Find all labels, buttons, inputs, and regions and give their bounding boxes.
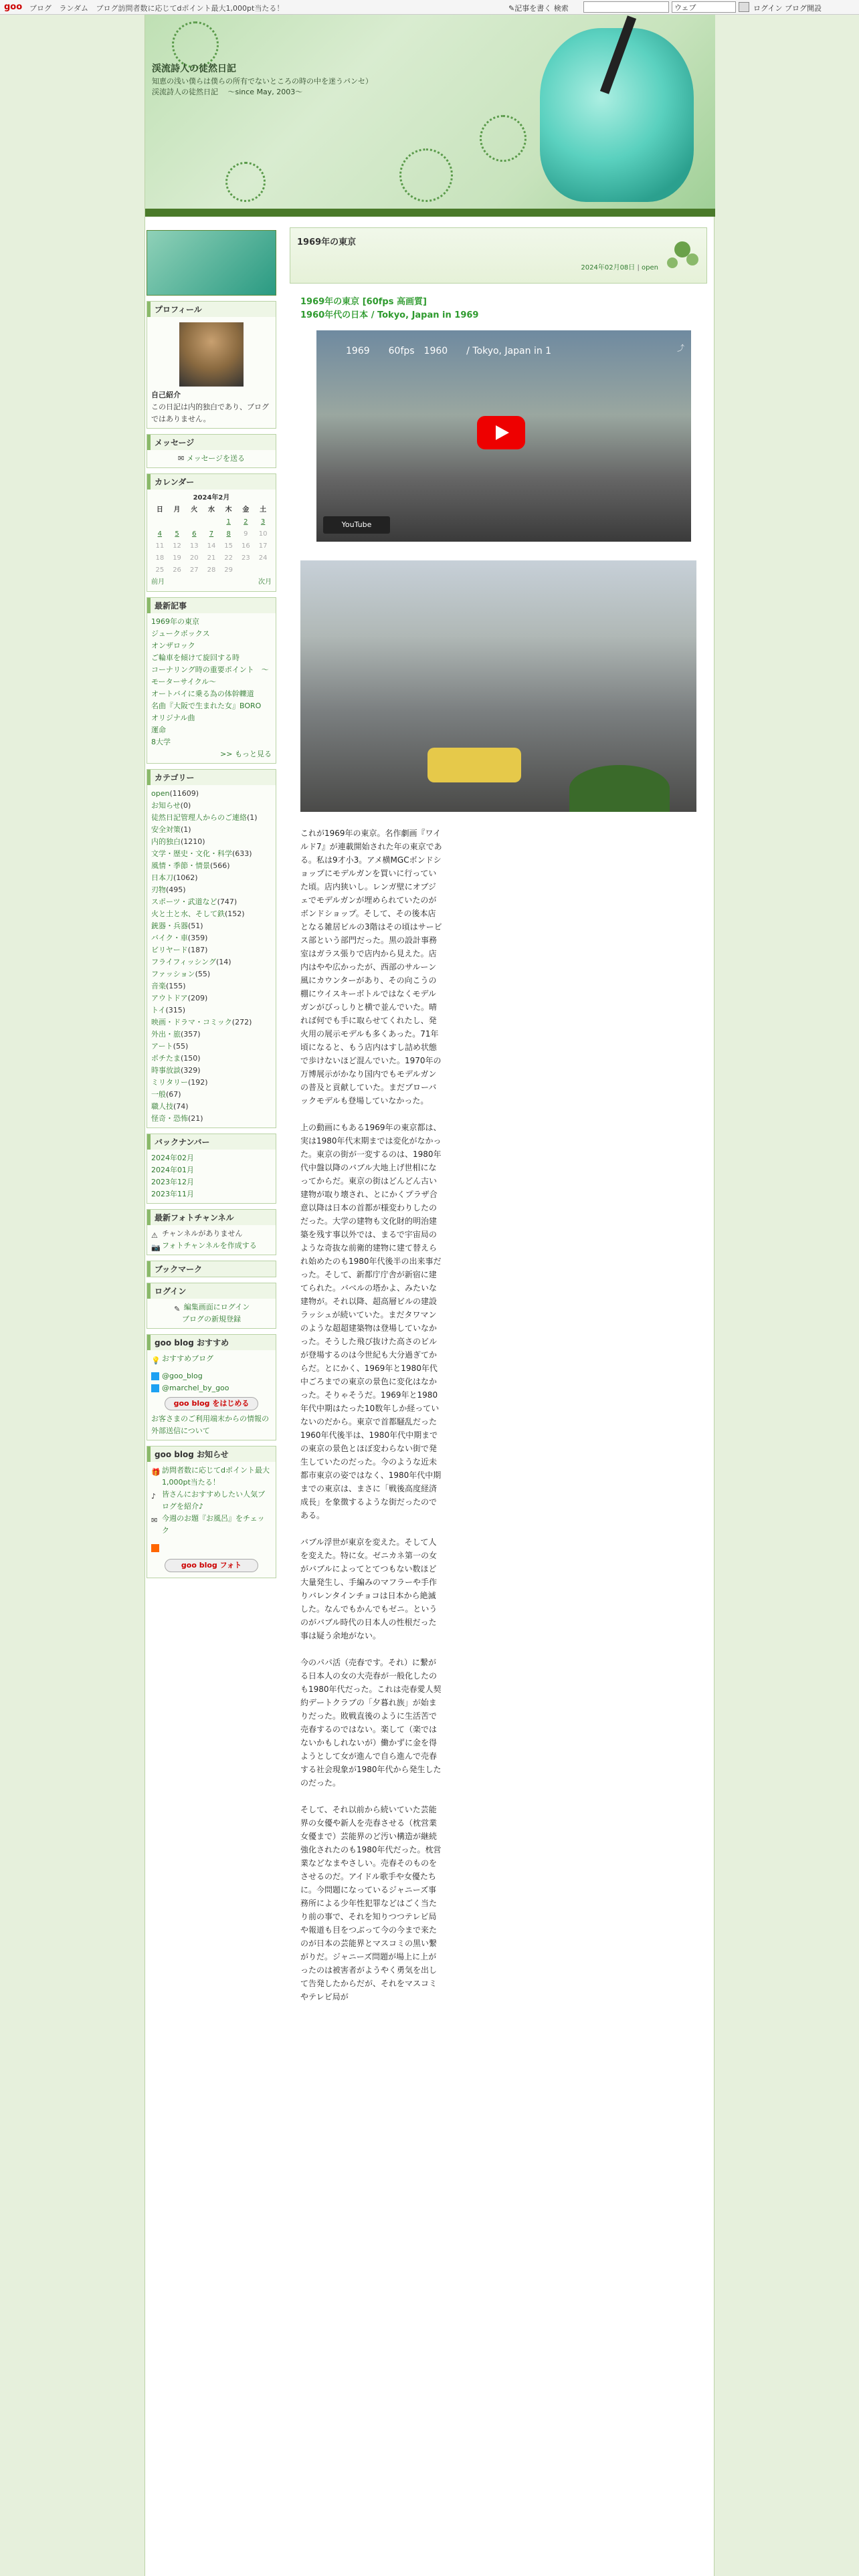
backnumber-heading: バックナンバー	[147, 1134, 276, 1150]
calendar-table	[151, 492, 272, 576]
top-right-links	[753, 3, 822, 13]
calendar-day	[203, 516, 220, 528]
category-link[interactable]: ファッション	[151, 970, 195, 978]
category-link[interactable]: 銃器・兵器	[151, 922, 188, 930]
calendar-section	[147, 473, 276, 592]
category-count: (566)	[210, 861, 230, 870]
category-count: (209)	[187, 994, 208, 1002]
calendar-weekdays	[151, 504, 272, 516]
backnumber-link[interactable]: 2023年12月	[151, 1178, 194, 1186]
entry-meta: 2024年02月08日 | open	[581, 264, 658, 272]
bush-image	[569, 765, 670, 812]
avatar[interactable]	[179, 322, 244, 387]
note-icon: ♪	[151, 1492, 157, 1501]
category-item	[151, 908, 272, 920]
twitter-icon	[151, 1372, 159, 1380]
twitter-goo-blog-link[interactable]: @goo_blog	[162, 1372, 203, 1380]
category-count: (11609)	[169, 789, 199, 798]
post-article-link[interactable]: ✎記事を書く 検索	[508, 4, 569, 13]
start-goo-blog-button[interactable]: goo blog をはじめる	[165, 1397, 258, 1410]
category-link[interactable]: open	[151, 789, 170, 798]
category-item	[151, 788, 272, 800]
category-link[interactable]: ビリヤード	[151, 946, 188, 954]
category-item	[151, 1053, 272, 1065]
recent-post-link[interactable]: ご輪車を傾けて旋回する時	[151, 653, 240, 662]
top-link-campaign[interactable]: ブログ訪問者数に応じてdポイント最大1,000pt当たる！	[96, 4, 284, 13]
article-text	[300, 827, 442, 2004]
category-count: (187)	[187, 946, 208, 954]
article-paragraph: 上の動画にもある1969年の東京都は、実は1980年代末期までは変化がなかった。東京の街が一変するのは、1980年代中盤以降のバブル大地上げ世相になってからだ。東京の街はどんどん古い建物が取り壊され、とにかくプラザ合意以降は日本の首都が様変わりしたのだった。大学の建物も文化財的明治建築を残す事以外では、まるで宇宙局のような奇抜な前衛的建物に建て替えられ始めたのも1980年代後半の出来事だった。そして、新都庁庁舎が新宿に建てられた。バベルの塔かよ、みたいな建物が。それ以降、超高層ビルの建設ラッシュが続いていた。まだタワマンのような超超建築物は登場していなかった。そうした飛び抜けた高さのビルが登場するのは今世紀も大分過ぎてからだ。とにかく、1969年と1980年代中ごろまでの東京の景色に変化はなかった。そりゃそうだ。1969年と1980年代中期はたった10数年しか経っていないのだから。東京で首都騒乱だった1960年代後半は、1980年代中期までの東京の景色とほぼ変わらない街で発生していたのだった。今のような近未都市東京の姿ではなく、1980年代中期までの東京は、まさに「戦後高度経済成長」を象徴するような街だったのである。	[300, 1123, 442, 1520]
category-count: (272)	[231, 1018, 252, 1027]
calendar-day: 11	[155, 542, 165, 550]
calendar-day: 28	[207, 566, 216, 574]
category-item	[151, 968, 272, 980]
recommend-heading: goo blog おすすめ	[147, 1335, 276, 1350]
notice-heading: goo blog お知らせ	[147, 1446, 276, 1462]
category-count: (1)	[247, 813, 258, 822]
calendar-day: 9	[244, 530, 248, 538]
new-blog-link[interactable]: ブログの新規登録	[182, 1315, 241, 1323]
youtube-video-embed[interactable]	[316, 330, 691, 542]
calendar-day: 20	[189, 554, 199, 562]
share-icon[interactable]: ⤴	[677, 344, 684, 352]
bookmark-section	[147, 1261, 276, 1277]
sidebar-banner[interactable]	[147, 230, 276, 296]
top-links	[29, 3, 289, 13]
category-count: (192)	[188, 1078, 208, 1087]
category-count: (1062)	[173, 873, 198, 882]
recent-post-link[interactable]: オリジナル曲	[151, 714, 195, 722]
category-count: (495)	[166, 885, 186, 894]
entry-body	[290, 284, 707, 2029]
rss-icon[interactable]	[151, 1544, 159, 1552]
notice-link[interactable]: 今週のお題『お風呂』をチェック	[162, 1514, 265, 1535]
recent-post-link[interactable]: コーナリング時の重要ポイント 〜モーターサイクル〜	[151, 665, 269, 686]
more-posts-link[interactable]: >> もっと見る	[220, 750, 272, 758]
category-link[interactable]: 内的独白	[151, 837, 181, 846]
entry-subtitle: 1969年の東京 [60fps 高画質]	[300, 297, 427, 307]
recent-post-link[interactable]: 運命	[151, 726, 166, 734]
message-heading: メッセージ	[147, 435, 276, 450]
external-info-link[interactable]: お客さまのご利用端末からの情報の外部送信について	[151, 1414, 269, 1435]
message-section	[147, 434, 276, 468]
category-count: (359)	[187, 934, 208, 942]
category-count: (55)	[173, 1042, 189, 1051]
calendar-next-link[interactable]: 次月	[258, 578, 272, 586]
calendar-day[interactable]: 6	[192, 530, 197, 538]
create-blog-link[interactable]: ブログ開設	[784, 4, 822, 13]
gift-icon: 🎁	[151, 1468, 161, 1477]
category-link[interactable]: ミリタリー	[151, 1078, 188, 1087]
entry-subtitle: 1960年代の日本 / Tokyo, Japan in 1969	[300, 310, 479, 320]
category-item	[151, 980, 272, 992]
category-link[interactable]: ポチたま	[151, 1054, 181, 1063]
article-paragraph: 今のパパ活（売春です。それ）に繋がる日本人の女の大売春が一般化したのも1980年代だった。これは売春愛人契約デートクラブの「夕暮れ族」が始まりだった。敗戦直後のように生活苦で売春するのではない。楽して（楽ではないかもしれないが）働かずに金を得ようとして女が進んで自ら進んで売春する社会現象が1980年代から発生したのだった。	[300, 1658, 442, 1788]
top-bar	[0, 0, 859, 15]
weekday: 金	[242, 506, 250, 514]
category-item	[151, 1065, 272, 1077]
header-divider	[145, 209, 715, 217]
recent-post-link[interactable]: オンザロック	[151, 641, 195, 650]
calendar-day: 23	[242, 554, 250, 562]
calendar-prev-link[interactable]: 前月	[151, 578, 165, 586]
notice-link[interactable]: 皆さんにおすすめしたい人気ブログを紹介♪	[162, 1490, 266, 1511]
twitter-marchel-link[interactable]: @marchel_by_goo	[162, 1384, 229, 1392]
calendar-day: 27	[189, 566, 199, 574]
top-link-blog[interactable]: ブログ	[29, 4, 52, 13]
calendar-heading: カレンダー	[147, 474, 276, 490]
category-link[interactable]: 怪奇・恐怖	[151, 1114, 188, 1123]
bulb-icon: 💡	[151, 1356, 161, 1365]
category-link[interactable]: お知らせ	[151, 801, 181, 810]
category-count: (633)	[232, 849, 252, 858]
category-count: (357)	[181, 1030, 201, 1039]
entry-title[interactable]: 1969年の東京	[297, 237, 357, 247]
send-message-link[interactable]: メッセージを送る	[186, 454, 246, 463]
calendar-day	[237, 564, 255, 576]
category-item	[151, 896, 272, 908]
sidebar	[147, 230, 276, 1584]
login-link[interactable]: ログイン	[753, 4, 783, 13]
category-link[interactable]: 一般	[151, 1090, 166, 1099]
category-count: (21)	[188, 1114, 203, 1123]
calendar-day: 18	[155, 554, 165, 562]
category-count: (150)	[181, 1054, 201, 1063]
calendar-month: 2024年2月	[193, 494, 230, 502]
profile-heading: プロフィール	[147, 302, 276, 317]
category-link[interactable]: スポーツ・武道など	[151, 897, 217, 906]
category-count: (329)	[181, 1066, 201, 1075]
category-link[interactable]: バイク・車	[151, 934, 188, 942]
calendar-day: 26	[173, 566, 181, 574]
categories-heading: カテゴリー	[147, 770, 276, 785]
calendar-day: 24	[258, 554, 268, 562]
backnumber-section	[147, 1134, 276, 1204]
entry-category-link[interactable]: open	[642, 264, 658, 272]
category-link[interactable]: トイ	[151, 1006, 166, 1014]
category-link[interactable]: 安全対策	[151, 825, 181, 834]
self-intro-label: 自己紹介	[151, 391, 181, 399]
category-item	[151, 1041, 272, 1053]
entry-header	[290, 227, 707, 284]
article-paragraph: バブル浮世が東京を変えた。そして人を変えた。特に女。ゼニカネ第一の女がバブルによってとてつもない数ほど大量発生し、手編みのマフラーや手作りバレンタインチョコは日本から絶滅した。なんでもかんでもゼニ。というのがバブル時代の日本人の性根だった事は疑う余地がない。	[300, 1537, 438, 1640]
calendar-day: 29	[224, 566, 233, 574]
category-link[interactable]: 職人技	[151, 1102, 173, 1111]
no-channel-text: チャンネルがありません	[162, 1229, 243, 1238]
recent-posts-heading: 最新記事	[147, 598, 276, 613]
warning-icon: ⚠	[151, 1231, 158, 1240]
recommended-blogs-link[interactable]: おすすめブログ	[162, 1354, 214, 1363]
entry-date-link[interactable]: 2024年02月08日	[581, 264, 636, 272]
calendar-day: 14	[207, 542, 216, 550]
ornament-icon	[480, 115, 527, 162]
ornament-icon	[399, 148, 453, 202]
photo-channel-section	[147, 1209, 276, 1255]
page-container	[145, 15, 714, 2576]
search-input[interactable]	[583, 1, 669, 13]
youtube-logo[interactable]: YouTube	[323, 516, 390, 534]
leaf-ornament-icon	[662, 229, 702, 276]
category-item	[151, 1113, 272, 1125]
blog-header	[145, 15, 715, 215]
category-count: (1)	[181, 825, 191, 834]
tokyo-1969-photo	[300, 560, 696, 812]
twitter-icon	[151, 1384, 159, 1392]
create-photo-channel-link[interactable]: フォトチャンネルを作成する	[162, 1241, 257, 1250]
category-link[interactable]: 火と土と水、そして鉄	[151, 909, 225, 918]
category-link[interactable]: 外出・旅	[151, 1030, 181, 1039]
backnumber-link[interactable]: 2024年01月	[151, 1166, 194, 1174]
calendar-day[interactable]: 1	[226, 518, 231, 526]
backnumber-link[interactable]: 2024年02月	[151, 1154, 194, 1162]
top-link-random[interactable]: ランダム	[59, 4, 89, 13]
category-item	[151, 1004, 272, 1016]
calendar-day	[185, 516, 203, 528]
article-paragraph: これが1969年の東京。名作劇画『ワイルド7』が連載開始された年の東京である。私は9才小3。アメ横MGCボンドショップにモデルガンを買いに行っていた頃。店内狭いし。レンガ壁にオブジェでモデルガンが埋められていたのがボンドショップ。そして、その後本店となる雑居ビルの3階はその頃はサービス部という部門だった。黒の設計事務室はガラス張りで店内から見えた。店内はやや広かったが、西部のサルーン風にカウンターがあり、その向こうの棚にウイスキーボトルではなくモデルガンがびっしりと横で並んでいた。晴れば何でも手に取らせてくれたし、発火用の展示モデルも多くあった。71年頃になると、もう店内はすし詰め状態で歩けないほど混んでいた。1970年の万博展示がかなり国内でもモデルガンの普及と貢献していた。まだブローバックモデルも登場していなかった。	[300, 829, 442, 1105]
backnumber-link[interactable]: 2023年11月	[151, 1190, 194, 1198]
category-count: (315)	[165, 1006, 186, 1014]
blog-title[interactable]: 渓流詩人の徒然日記	[152, 64, 236, 74]
weekday: 月	[173, 506, 181, 514]
calendar-day: 13	[189, 542, 199, 550]
category-count: (747)	[217, 897, 237, 906]
goo-logo[interactable]: goo	[4, 2, 23, 12]
categories-section	[147, 769, 276, 1128]
envelope-icon: ✉	[177, 454, 185, 463]
calendar-day: 21	[207, 554, 216, 562]
car-image	[427, 748, 521, 782]
photo-channel-heading: 最新フォトチャンネル	[147, 1210, 276, 1225]
calendar-day: 22	[224, 554, 233, 562]
recent-post-link[interactable]: 8大学	[151, 738, 171, 746]
category-item	[151, 932, 272, 944]
category-link[interactable]: 時事放談	[151, 1066, 181, 1075]
login-heading: ログイン	[147, 1283, 276, 1299]
search-scope-select[interactable]: ウェブ	[672, 1, 736, 13]
main-content	[290, 227, 707, 2029]
category-item	[151, 1016, 272, 1029]
category-link[interactable]: 徒然日記管理人からのご連絡	[151, 813, 247, 822]
calendar-day	[169, 516, 186, 528]
category-item	[151, 824, 272, 836]
weekday: 水	[207, 506, 215, 514]
notice-link[interactable]: 訪問者数に応じてdポイント最大1,000pt当たる！	[162, 1466, 270, 1487]
recent-post-link[interactable]: ジュークボックス	[151, 629, 210, 638]
goo-blog-photo-button[interactable]: goo blog フォト	[165, 1559, 258, 1572]
camera-icon: 📷	[151, 1243, 161, 1252]
calendar-day[interactable]: 4	[157, 530, 163, 538]
category-count: (51)	[188, 922, 203, 930]
category-item	[151, 920, 272, 932]
category-item	[151, 944, 272, 956]
weekday: 火	[191, 506, 198, 514]
calendar-day	[151, 516, 169, 528]
category-item	[151, 800, 272, 812]
category-item	[151, 860, 272, 872]
edit-login-link[interactable]: 編集画面にログイン	[183, 1303, 250, 1311]
category-link[interactable]: 文学・歴史・文化・科学	[151, 849, 232, 858]
category-item	[151, 1089, 272, 1101]
profile-section	[147, 301, 276, 429]
calendar-day[interactable]: 2	[244, 518, 248, 526]
calendar-day[interactable]: 5	[175, 530, 179, 538]
blog-description: 知恵の浅い僕らは僕らの所有でないところの時の中を迷うパンセ） 渓流詩人の徒然日記 〜since May, 2003〜	[152, 77, 377, 96]
calendar-day: 16	[242, 542, 250, 550]
calendar-day: 19	[173, 554, 181, 562]
category-count: (152)	[225, 909, 245, 918]
category-item	[151, 992, 272, 1004]
recent-post-link[interactable]: 名曲『大阪で生まれた女』BORO	[151, 702, 262, 710]
weekday: 日	[156, 506, 163, 514]
category-count: (67)	[166, 1090, 181, 1099]
category-item	[151, 956, 272, 968]
category-link[interactable]: 音楽	[151, 982, 166, 990]
category-item	[151, 812, 272, 824]
play-icon[interactable]	[477, 416, 525, 449]
category-item	[151, 1101, 272, 1113]
category-count: (1210)	[181, 837, 205, 846]
self-intro-text: この日記は内的独白であり、ブログではありません。	[151, 403, 269, 423]
category-link[interactable]: フライフィッシング	[151, 958, 216, 966]
category-count: (14)	[215, 958, 231, 966]
category-count: (0)	[180, 801, 191, 810]
category-item	[151, 836, 272, 848]
recent-posts-section	[147, 597, 276, 764]
calendar-day: 12	[173, 542, 181, 550]
calendar-day: 15	[224, 542, 233, 550]
category-link[interactable]: 日本刀	[151, 873, 173, 882]
category-link[interactable]: 刃物	[151, 885, 166, 894]
category-link[interactable]: アート	[151, 1042, 173, 1051]
pencil-icon: ✎	[174, 1305, 181, 1313]
weekday: 土	[260, 506, 267, 514]
article-paragraph: そして、それ以前から続いていた芸能界の女優や新人を売春させる（枕営業女優まで）芸能界のど汚い構造が継続強化されたのも1980年代だった。枕営業などなまやさしい。売春そのものをさせるのだ。アイドル歌手や女優たちに。今問題になっているジャニーズ事務所による少年性犯罪などはごく当たり前の事で、それを知りつつテレビ局や報道も目をつぶって今の今まで来たのが日本の芸能界とマスコミの黒い繋がりだ。ジャニーズ問題が場上に上がったのは被害者がようやく勇気を出して告発したからだが、それをマスコミやテレビ局が	[300, 1805, 442, 2002]
search-label: 検索	[553, 4, 569, 13]
calendar-day[interactable]: 8	[226, 530, 231, 538]
calendar-day: 17	[258, 542, 268, 550]
login-section	[147, 1283, 276, 1329]
category-item	[151, 1077, 272, 1089]
category-link[interactable]: アウトドア	[151, 994, 188, 1002]
calendar-day: 25	[155, 566, 165, 574]
category-item	[151, 848, 272, 860]
pencil-icon: ✎	[508, 4, 515, 13]
topic-icon: ✉	[151, 1516, 158, 1525]
notice-section	[147, 1446, 276, 1578]
calendar-day[interactable]: 7	[209, 530, 214, 538]
category-count: (74)	[173, 1102, 189, 1111]
recent-post-link[interactable]: オートバイに乗る為の体幹轢道	[151, 689, 254, 698]
category-link[interactable]: 映画・ドラマ・コミック	[151, 1018, 232, 1027]
calendar-day	[254, 564, 272, 576]
recommend-section	[147, 1334, 276, 1440]
category-count: (55)	[195, 970, 211, 978]
category-count: (155)	[166, 982, 186, 990]
bookmark-heading: ブックマーク	[147, 1261, 276, 1277]
calendar-day[interactable]: 3	[260, 518, 266, 526]
recent-post-link[interactable]: 1969年の東京	[151, 617, 199, 626]
search-button[interactable]	[739, 2, 749, 12]
ornament-icon	[225, 162, 266, 202]
category-item	[151, 884, 272, 896]
video-title[interactable]: 1969 60fps 1960 / Tokyo, Japan in 1	[346, 346, 552, 356]
calendar-day: 10	[258, 530, 268, 538]
category-item	[151, 1029, 272, 1041]
category-item	[151, 872, 272, 884]
weekday: 木	[225, 506, 232, 514]
category-link[interactable]: 風情・季節・情景	[151, 861, 210, 870]
